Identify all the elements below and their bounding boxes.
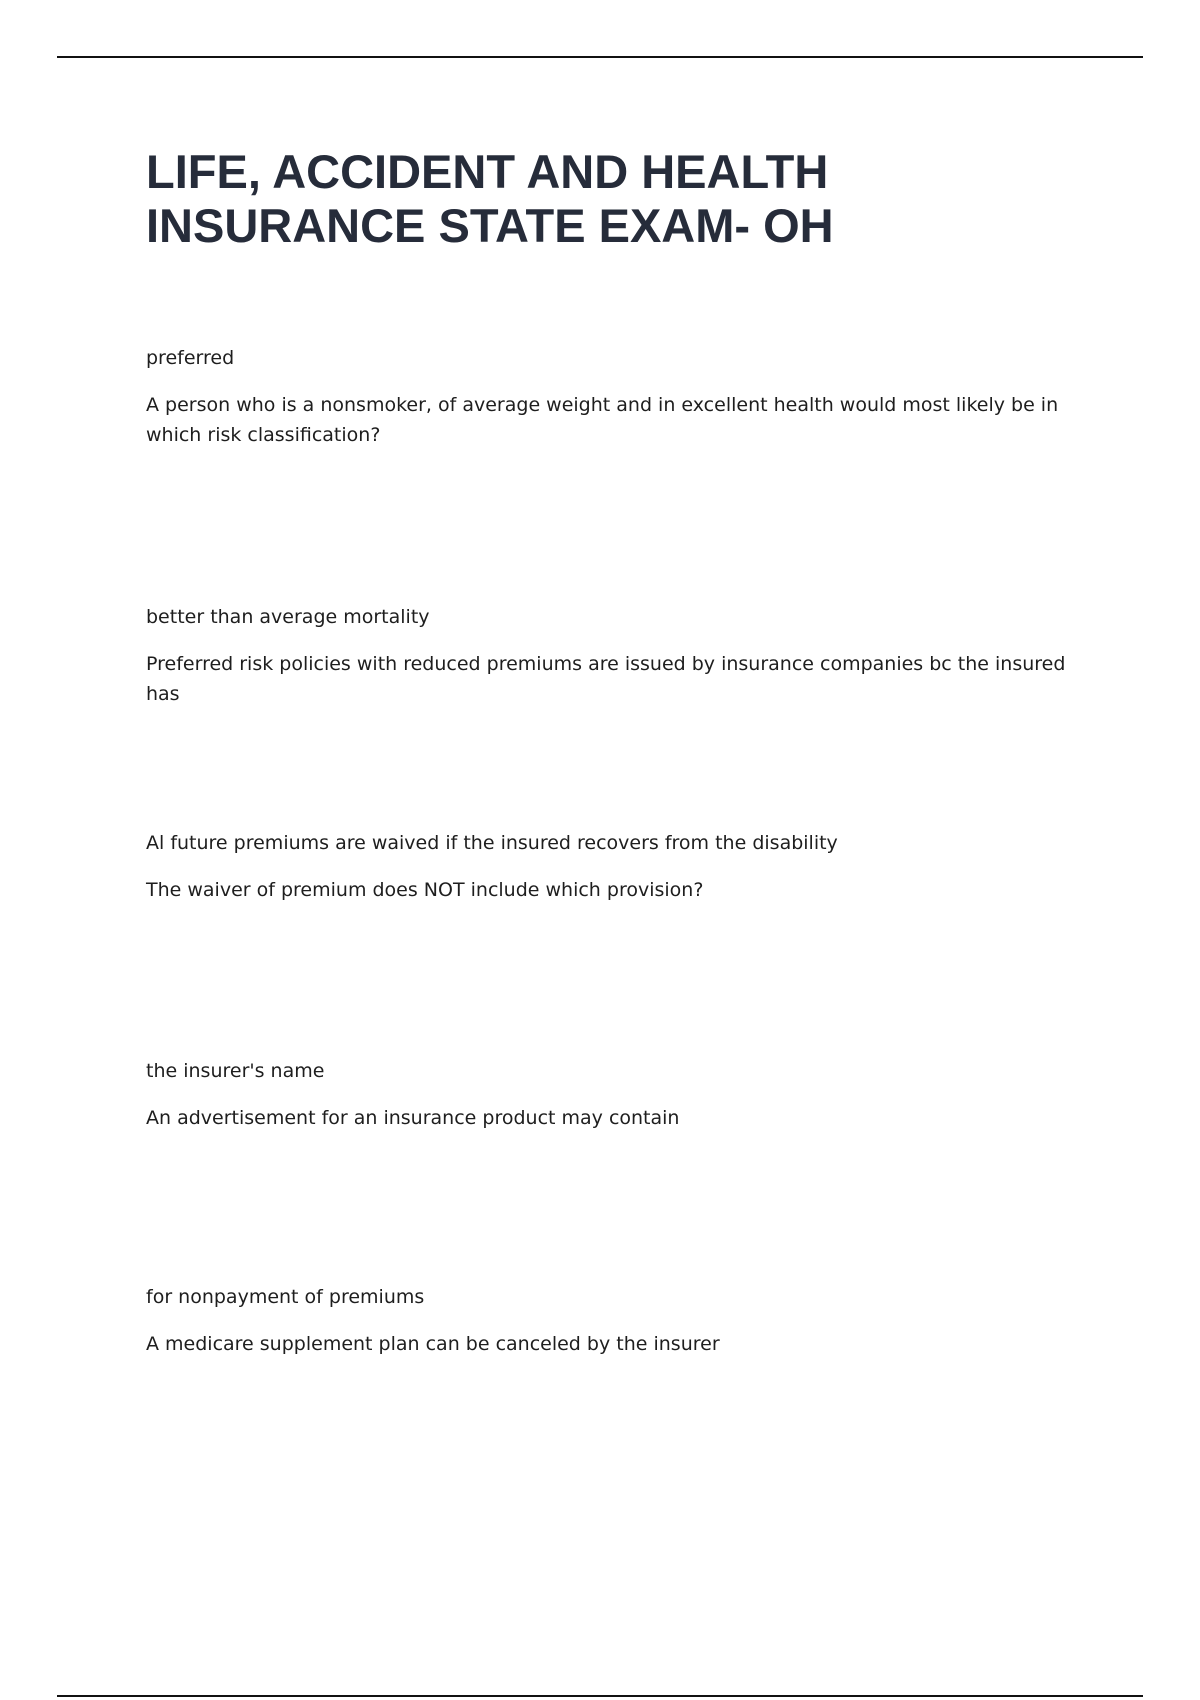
flashcard-answer: better than average mortality xyxy=(146,606,430,628)
flashcard-3 xyxy=(146,831,1076,905)
document-title-line-2: INSURANCE STATE EXAM- OH xyxy=(146,199,834,252)
document-title xyxy=(146,145,1126,253)
flashcard-question: A person who is a nonsmoker, of average weight and in excellent health would most likely be in which risk classification? xyxy=(146,394,1059,446)
flashcard-question: A medicare supplement plan can be canceled by the insurer xyxy=(146,1333,720,1355)
document-title-line-1: LIFE, ACCIDENT AND HEALTH xyxy=(146,145,829,198)
flashcard-answer: Al future premiums are waived if the insured recovers from the disability xyxy=(146,832,838,854)
flashcard-4 xyxy=(146,1059,1076,1133)
flashcard-answer: preferred xyxy=(146,347,235,369)
footer-rule xyxy=(57,1695,1143,1697)
flashcard-question: An advertisement for an insurance product may contain xyxy=(146,1107,680,1129)
flashcard-1 xyxy=(146,346,1076,450)
flashcard-question: The waiver of premium does NOT include which provision? xyxy=(146,879,704,901)
flashcard-question: Preferred risk policies with reduced premiums are issued by insurance companies bc the insured has xyxy=(146,653,1066,705)
flashcard-2 xyxy=(146,605,1076,709)
flashcard-answer: for nonpayment of premiums xyxy=(146,1286,425,1308)
header-rule xyxy=(57,56,1143,58)
flashcard-5 xyxy=(146,1285,1076,1359)
flashcard-answer: the insurer's name xyxy=(146,1060,325,1082)
